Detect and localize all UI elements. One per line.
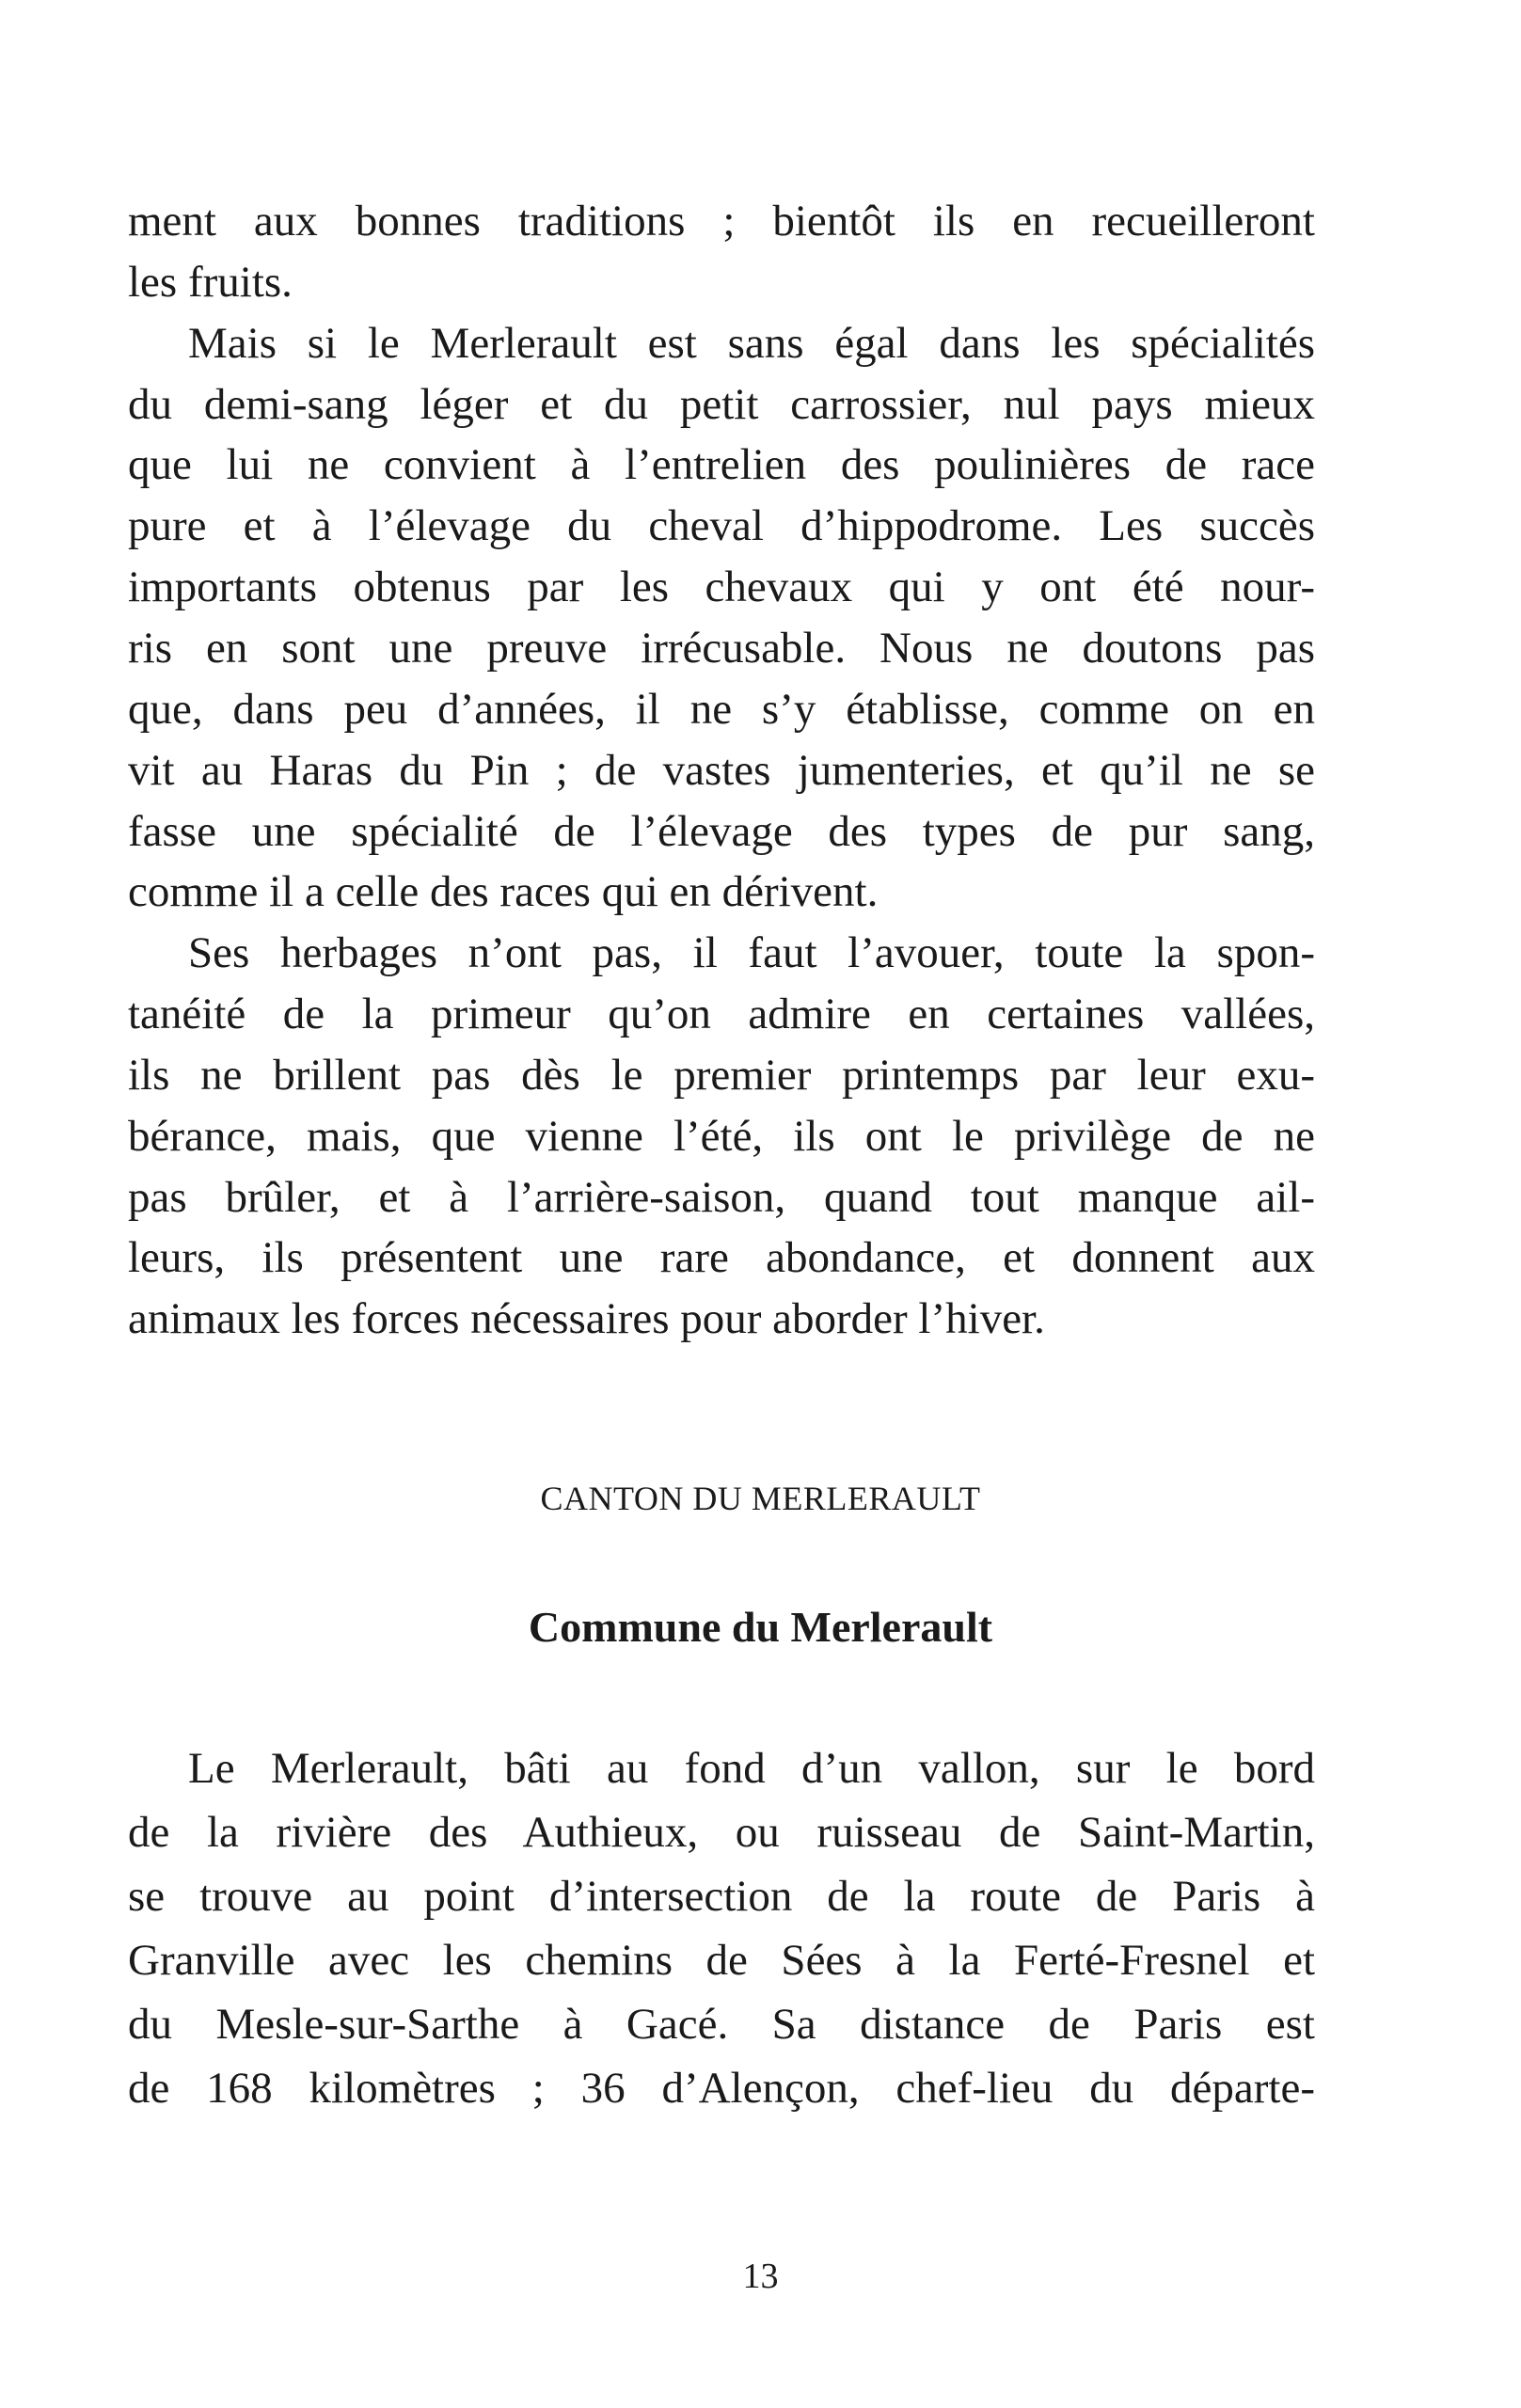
subsection-heading: Commune du Merlerault <box>528 1603 993 1651</box>
text-line: tanéité de la primeur qu’on admire en certaines vallées, <box>128 990 1315 1039</box>
text-line: comme il a celle des races qui en dérivent. <box>128 867 879 917</box>
text-line: Mais si le Merlerault est sans égal dans les spécialités <box>188 318 1315 368</box>
text-line: se trouve au point d’intersection de la route de Paris à <box>128 1872 1315 1921</box>
text-line: vit au Haras du Pin ; de vastes jumenteries, et qu’il ne se <box>128 745 1315 795</box>
text-line: que lui ne convient à l’entrelien des poulinières de race <box>128 440 1315 490</box>
text-line: de la rivière des Authieux, ou ruisseau de Saint-Martin, <box>128 1808 1315 1857</box>
text-line: que, dans peu d’années, il ne s’y établisse, comme on en <box>128 684 1315 734</box>
text-line: ment aux bonnes traditions ; bientôt ils en recueilleront <box>128 197 1315 246</box>
section-heading: CANTON DU MERLERAULT <box>540 1480 981 1517</box>
text-line: pas brûler, et à l’arrière-saison, quand tout manque ail- <box>128 1172 1315 1222</box>
text-line: ils ne brillent pas dès le premier printemps par leur exu- <box>128 1050 1315 1100</box>
page-number: 13 <box>742 2257 779 2296</box>
text-line: pure et à l’élevage du cheval d’hippodrome. Les succès <box>128 501 1315 551</box>
text-line: bérance, mais, que vienne l’été, ils ont le privilège de ne <box>128 1111 1315 1161</box>
text-line: ris en sont une preuve irrécusable. Nous ne doutons pas <box>128 623 1315 673</box>
text-line: Le Merlerault, bâti au fond d’un vallon, sur le bord <box>188 1744 1315 1793</box>
text-line: Granville avec les chemins de Sées à la Ferté-Fresnel et <box>128 1936 1315 1985</box>
text-line: fasse une spécialité de l’élevage des types de pur sang, <box>128 806 1315 856</box>
text-line: leurs, ils présentent une rare abondance, et donnent aux <box>128 1233 1315 1283</box>
text-line: du demi-sang léger et du petit carrossier, nul pays mieux <box>128 379 1315 429</box>
text-line: les fruits. <box>128 257 293 307</box>
text-line: du Mesle-sur-Sarthe à Gacé. Sa distance de Paris est <box>128 2000 1315 2049</box>
text-line: importants obtenus par les chevaux qui y ont été nour- <box>128 562 1315 612</box>
text-line: animaux les forces nécessaires pour aborder l’hiver. <box>128 1294 1045 1344</box>
text-line: Ses herbages n’ont pas, il faut l’avouer, toute la spon- <box>188 928 1315 978</box>
text-line: de 168 kilomètres ; 36 d’Alençon, chef-lieu du départe- <box>128 2064 1315 2113</box>
